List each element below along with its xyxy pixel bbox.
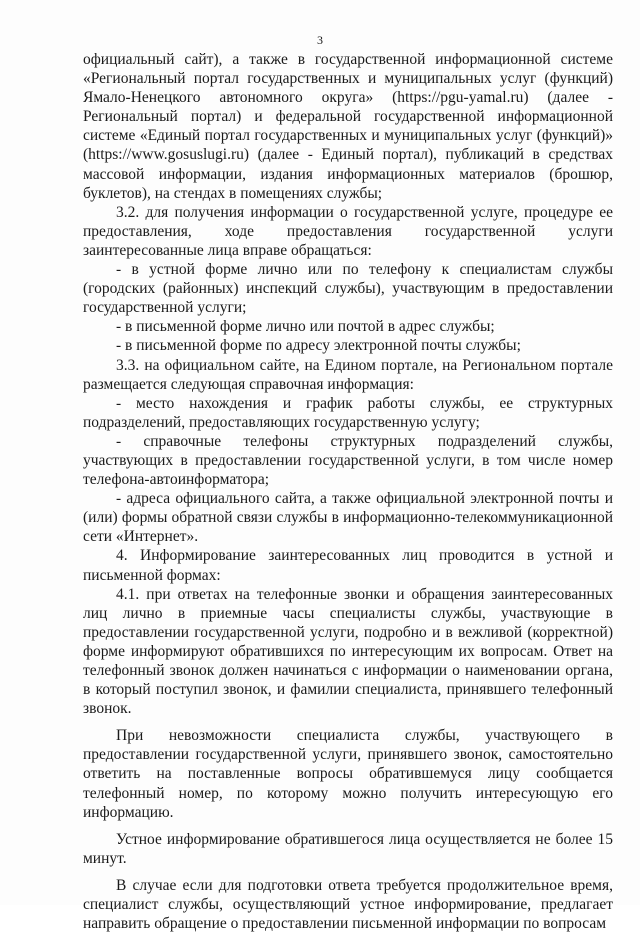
paragraph-oral-duration: Устное информирование обратившегося лица осуществляется не более 15 минут. — [83, 830, 613, 867]
list-item-location-schedule: - место нахождения и график работы службы, ее структурных подразделений, предоставляющих государственную услугу; — [83, 394, 613, 431]
document-body — [83, 50, 613, 933]
list-item-written-mail: - в письменной форме лично или почтой в адрес службы; — [116, 318, 495, 336]
list-item-website-email: - адреса официального сайта, а также официальной электронной почты и (или) формы обратной связи службы в информационно-телекоммуникационной сети «Интернет». — [83, 490, 613, 546]
paragraph-4-1: 4.1. при ответах на телефонные звонки и обращения заинтересованных лиц лично в приемные часы специалисты службы, участвующие в предоставлении государственной услуги, подробно и в вежливой (корректной) форме информируют обратившихся по интересующим их вопросам. Ответ на телефонный звонок должен начинаться с информации о наименовании органа, в который поступил звонок, и фамилии специалиста, принявшего телефонный звонок. — [83, 585, 613, 718]
paragraph-3-2: 3.2. для получения информации о государственной услуге, процедуре ее предоставления, ходе предоставления государственной услуги заинтересованные лица вправе обращаться: — [83, 203, 613, 259]
list-item-written-email: - в письменной форме по адресу электронной почты службы; — [116, 337, 521, 355]
paragraph-3-3: 3.3. на официальном сайте, на Едином портале, на Региональном портале размещается следующая справочная информация: — [83, 356, 613, 393]
paragraph-portals-continuation: официальный сайт), а также в государственной информационной системе «Региональный портал государственных и муниципальных услуг (функций) Ямало-Ненецкого автономного округа» (https://pgu-yamal.ru) (далее - Региональный портал) и федеральной государственной информационной системе «Единый портал государственных и муниципальных услуг (функций)» (https://www.gosuslugi.ru) (далее - Единый портал), публикаций в средствах массовой информации, издания информационных материалов (брошюр, буклетов), на стендах в помещениях службы; — [83, 51, 613, 202]
page-number: 3 — [317, 33, 323, 47]
paragraph-4: 4. Информирование заинтересованных лиц проводится в устной и письменной формах: — [83, 547, 613, 584]
paragraph-long-answer: В случае если для подготовки ответа требуется продолжительное время, специалист службы, осуществляющий устное информирование, предлагает направить обращение о предоставлении письменной информации по вопросам — [83, 876, 613, 933]
list-item-phones: - справочные телефоны структурных подразделений службы, участвующих в предоставлении государственной услуги, в том числе номер телефона-автоинформатора; — [83, 432, 613, 489]
paragraph-inability-to-answer: При невозможности специалиста службы, участвующего в предоставлении государственной услуги, принявшего звонок, самостоятельно ответить на поставленные вопросы обратившемуся лицу сообщается телефонный номер, по которому можно получить интересующую его информацию. — [83, 727, 613, 821]
list-item-oral-form: - в устной форме лично или по телефону к специалистам службы (городских (районных) инспекций службы), участвующим в предоставлении государственной услуги; — [83, 261, 613, 317]
